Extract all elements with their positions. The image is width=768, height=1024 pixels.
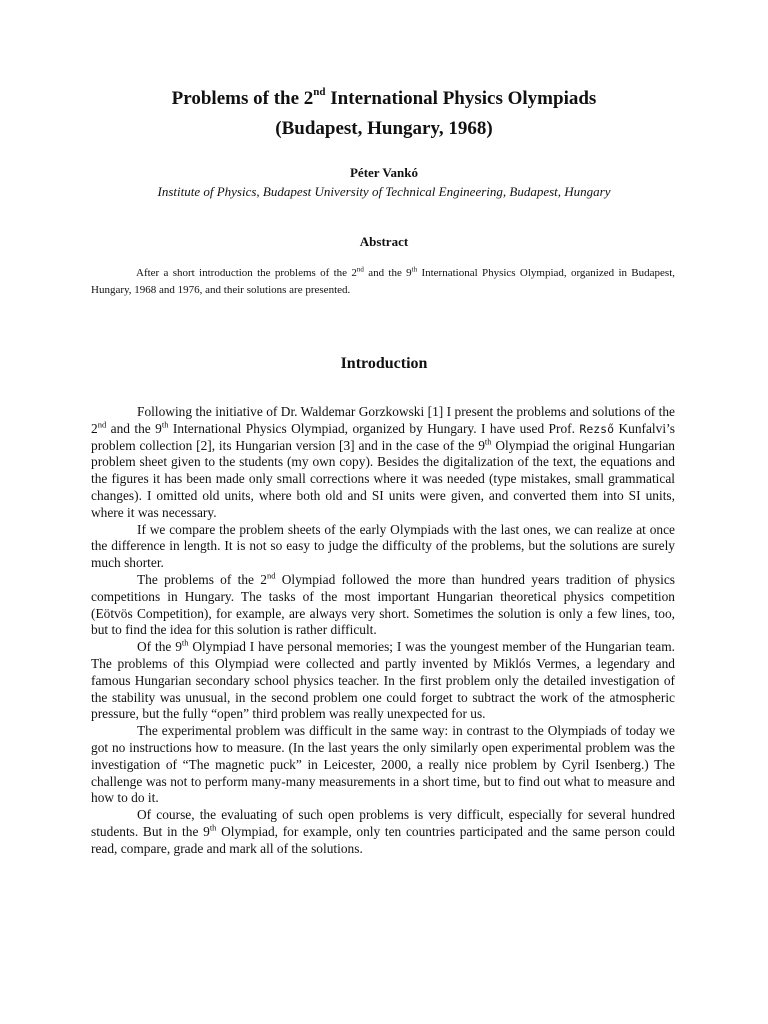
paragraph-4: Of the 9th Olympiad I have personal memories; I was the youngest member of the Hungarian team. The problems of this Olympiad were collected and partly invented by Miklós Vermes, a legendary and famous Hungarian secondary school physics teacher. In the first problem only the detailed investigation of the stability was unusual, in the second problem one could forget to subtract the work of the atmospheric pressure, but the fully “open” third problem was really unexpected for us. bbox=[91, 637, 675, 722]
title-line-1: Problems of the 2nd International Physics Olympiads bbox=[171, 85, 597, 109]
abstract-text: After a short introduction the problems of the 2nd and the 9th International Physics Olympiad, organized in Budapest, Hungary, 1968 and 1976, and their solutions are presented. bbox=[91, 265, 675, 296]
introduction-body bbox=[91, 404, 675, 858]
paper-title bbox=[0, 84, 768, 144]
paragraph-1: Following the initiative of Dr. Waldemar Gorzkowski [1] I present the problems and solutions of the 2nd and the 9th International Physics Olympiad, organized by Hungary. I have used Prof. Rezső Kunfalvi’s problem collection [2], its Hungarian version [3] and in the case of the 9th Olympiad the original Hungarian problem sheet given to the students (my own copy). Besides the digitalization of the text, the equations and the figures it has been made only small corrections where it was needed (type mistakes, small grammatical changes). I omitted old units, where both old and SI units were given, and converted them into SI units, where it was necessary. bbox=[91, 404, 675, 520]
paragraph-6: Of course, the evaluating of such open problems is very difficult, especially for several hundred students. But in the 9th Olympiad, for example, only ten countries participated and the same person could read, compare, grade and mark all of the solutions. bbox=[91, 807, 676, 856]
name-rezso: Rezső bbox=[579, 421, 615, 436]
abstract-heading: Abstract bbox=[359, 234, 409, 249]
title-line-2: (Budapest, Hungary, 1968) bbox=[275, 118, 493, 139]
paragraph-5: The experimental problem was difficult in the same way: in contrast to the Olympiads of today we got no instructions how to measure. (In the last years the only similarly open experimental problem was the investigation of “The magnetic puck” in Leicester, 2000, a really nice problem by Cyril Isenberg.) The challenge was not to perform many-many measurements in a short time, but to find out what to measure and how to do it. bbox=[91, 723, 675, 806]
introduction-heading: Introduction bbox=[340, 355, 428, 372]
paragraph-2: If we compare the problem sheets of the early Olympiads with the last ones, we can realize at once the difference in length. It is not so easy to judge the difficulty of the problems, but the solutions are surely much shorter. bbox=[91, 521, 675, 571]
author-name: Péter Vankó bbox=[349, 165, 418, 180]
author-affiliation: Institute of Physics, Budapest University of Technical Engineering, Budapest, Hungary bbox=[157, 184, 611, 199]
paragraph-3: The problems of the 2nd Olympiad followed the more than hundred years tradition of physics competitions in Hungary. The tasks of the most important Hungarian theoretical physics competition (Eötvös Competition), for example, are always very short. Sometimes the solution is only a few lines, too, but to find the idea for this solution is rather difficult. bbox=[91, 570, 675, 638]
